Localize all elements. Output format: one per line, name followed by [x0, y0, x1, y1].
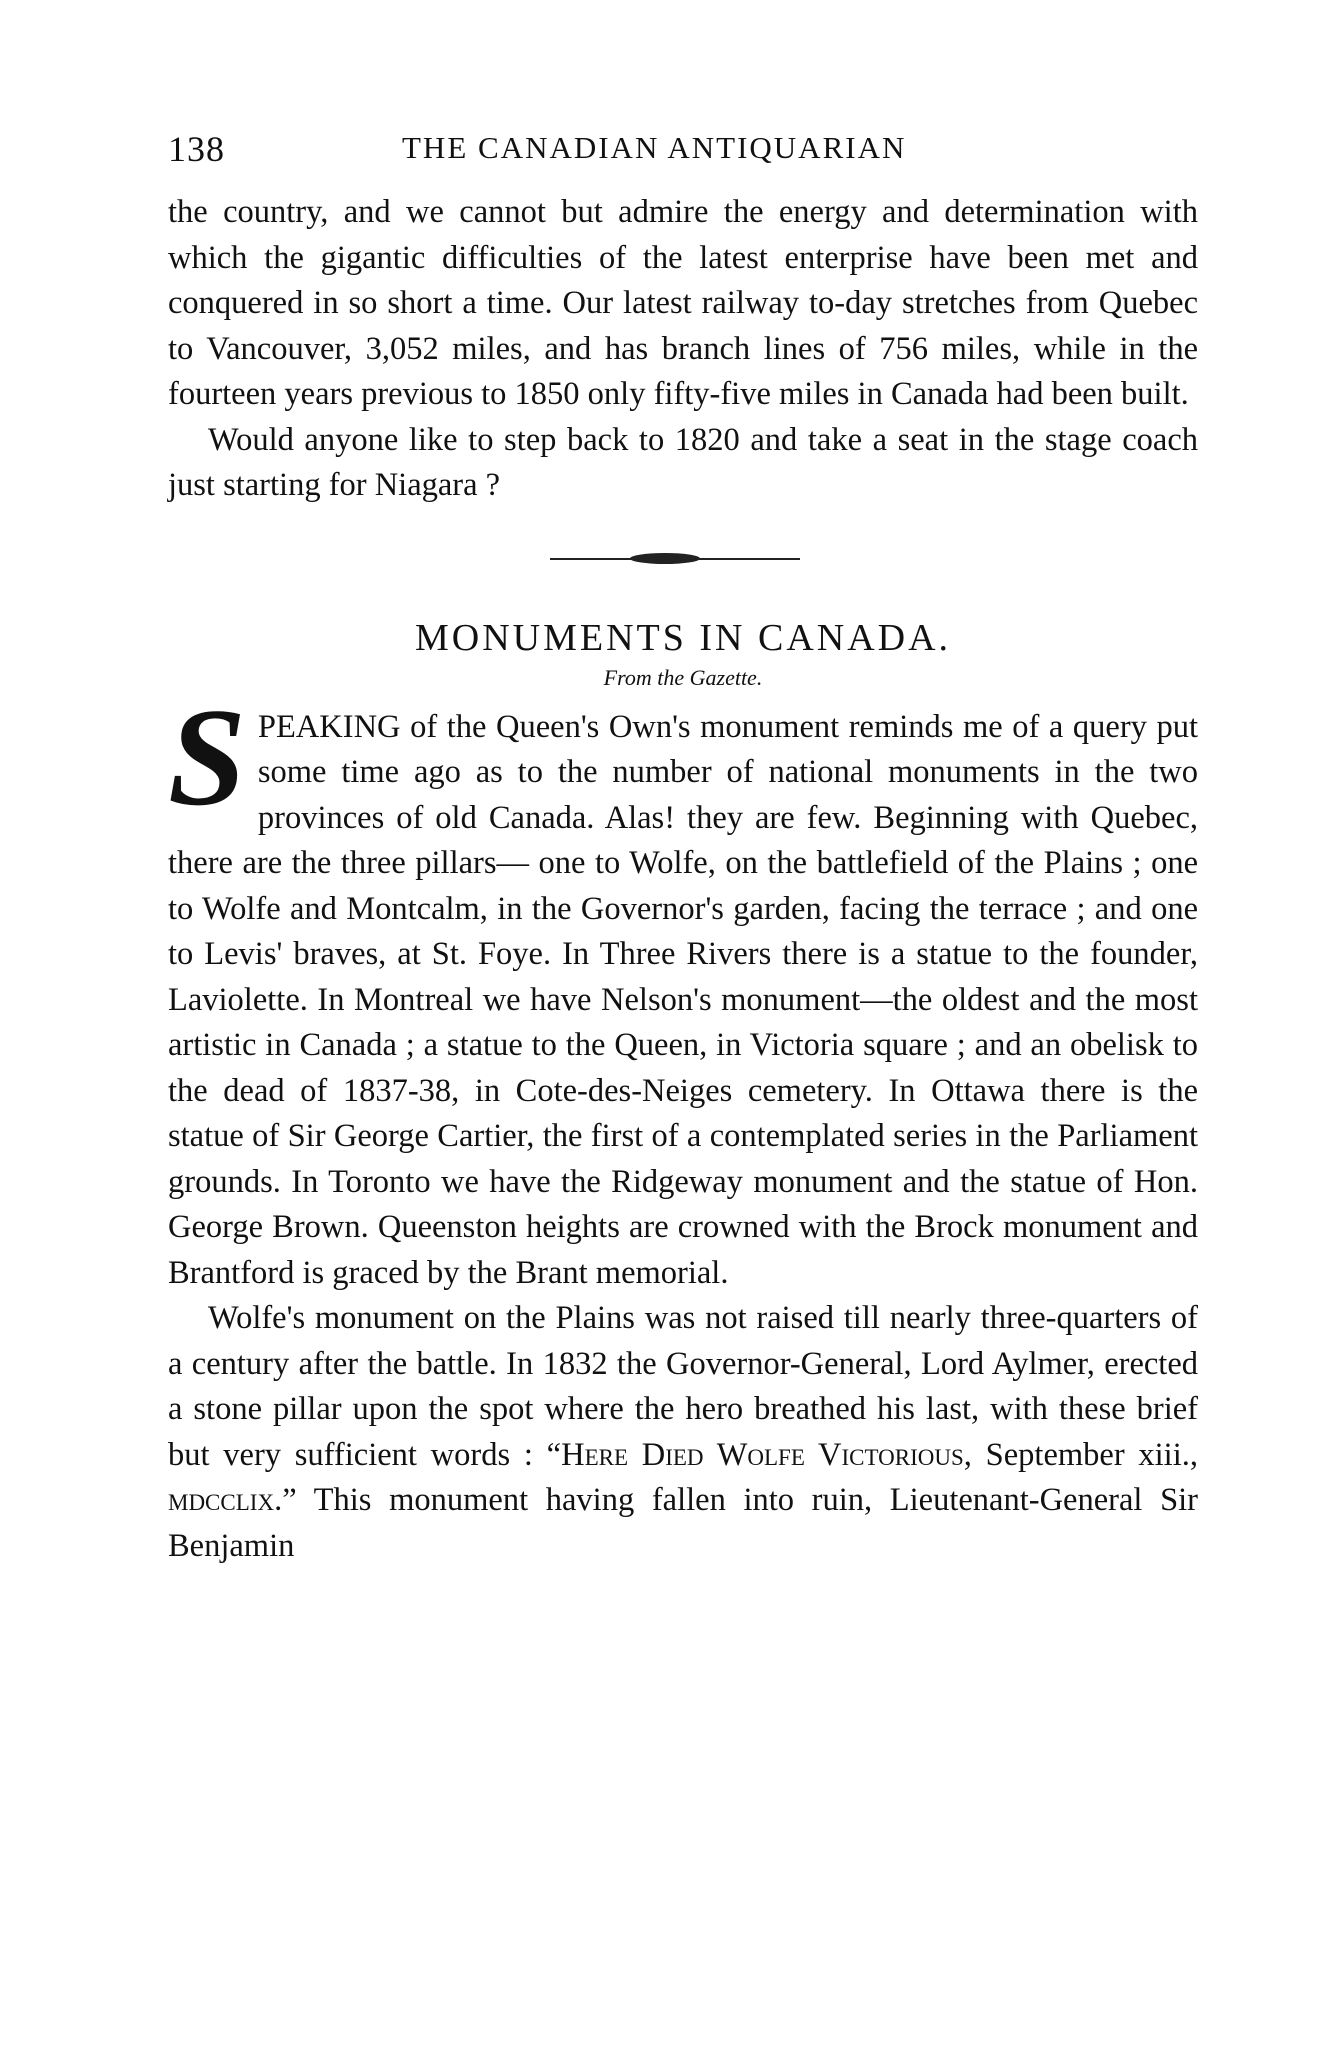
inscription-date: , September xiii., [963, 1436, 1198, 1473]
page [168, 128, 1198, 1569]
paragraph-monuments [168, 679, 1198, 1297]
paragraph-monuments-text: of the Queen's Own's monument reminds me of a query put some time ago as to the number of national monuments in the two provinces of old Canada. Alas! they are few. Beginning with Quebec, there are the three pillars— one to Wolfe, on the battlefield of the Plains ; one to Wolfe and Montcalm, in the Governor's garden, facing the terrace ; and one to Levis' braves, at St. Foye. In Three Rivers there is a statue to the founder, Laviolette. In Montreal we have Nelson's monument—the oldest and the most artistic in Canada ; a statue to the Queen, in Victoria square ; and an obelisk to the dead of 1837-38, in Cote-des-Neiges cemetery. In Ottawa there is the statue of Sir George Cartier, the first of a contemplated series in the Parliament grounds. In Toronto we have the Ridgeway monument and the statue of Hon. George Brown. Queenston heights are crowned with the Brock monument and Brantford is graced by the Brant memorial. [168, 708, 1198, 1291]
section-title: MONUMENTS IN CANADA. [414, 616, 952, 659]
wolfe-text-start: Wolfe's monument on the Plains was not raised till nearly three-quarters of a century after the battle. In 1832 the Governor-General, Lord Aylmer, erected a stone pillar upon the spot where the hero breathed his last, with these brief but very sufficient words : “ [168, 1300, 1198, 1473]
wolfe-text-end: .” This monument having fallen into ruin, Lieutenant-General Sir Benjamin [168, 1482, 1198, 1564]
section-divider [168, 525, 1198, 579]
drop-cap: S [168, 679, 246, 835]
inscription-year: mdcclix [168, 1482, 275, 1518]
page-number: 138 [168, 129, 225, 169]
section-source: From the Gazette. [603, 664, 763, 690]
running-head [168, 128, 1198, 178]
divider-ornament [630, 553, 700, 564]
inscription: Here Died Wolfe Victorious [561, 1436, 964, 1473]
paragraph-wolfe-monument [168, 1296, 1198, 1569]
running-title: THE CANADIAN ANTIQUARIAN [402, 130, 907, 165]
paragraph-railway: the country, and we cannot but admire the energy and determination with which the gigantic difficulties of the latest enterprise have been met and conquered in so short a time. Our latest railway to-day stretches from Quebec to Vancouver, 3,052 miles, and has branch lines of 756 miles, while in the fourteen years previous to 1850 only fifty-five miles in Canada had been built. [168, 194, 1198, 412]
lead-word: PEAKING [257, 708, 401, 745]
paragraph-stage-coach: Would anyone like to step back to 1820 and take a seat in the stage coach just starting for Niagara ? [168, 421, 1198, 503]
